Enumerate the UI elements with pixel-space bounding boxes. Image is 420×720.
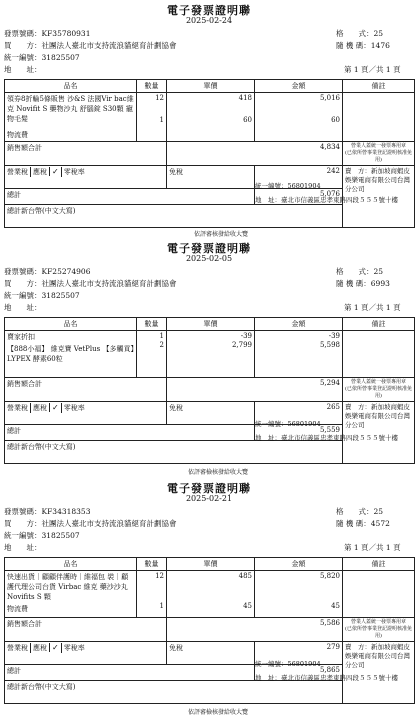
buyer-name: 社團法人臺北市支持流浪貓絕育計劃協會 — [41, 279, 177, 288]
invoice-title: 電子發票證明聯 — [167, 482, 251, 495]
buyer-name: 社團法人臺北市支持流浪貓絕育計劃協會 — [41, 519, 177, 528]
invoice-date: 2025-02-21 — [185, 494, 233, 503]
address-row: 地 址： — [4, 65, 42, 74]
seller-address-row: 地 址：臺北市信義區忠孝東路四段５５５號十樓 — [255, 674, 398, 682]
items-table — [4, 79, 415, 228]
format-row: 格 式：25 — [336, 29, 384, 38]
invoice-date: 2025-02-05 — [185, 254, 233, 263]
total-words-row: 總計新台幣(中文大寫) — [5, 205, 415, 228]
total-row: 總計 5,559 — [5, 425, 415, 441]
tax-row: 營業稅 應稅 ✓ 零稅率 免稅 279 賣 方：新加坡商蝦皮娛樂電商有限公司台灣分公司 — [5, 642, 415, 665]
buyer-row: 買 方：社團法人臺北市支持流浪貓絕育計劃協會 — [4, 519, 177, 528]
buyer-name: 社團法人臺北市支持流浪貓絕育計劃協會 — [41, 41, 177, 50]
signature-note: 依評審檢核發給收大覽 — [187, 709, 248, 716]
taxable-check-icon: ✓ — [49, 403, 59, 412]
table-row: 快速出貨｜顧顧伴護時｜維福包 裝｜顧護代理公司台貨 Virbac 維克 藥沙沙丸 Novifits S 顆 物流費 12 1 485 45 5,820 45 — [5, 571, 415, 618]
invoice-title: 電子發票證明聯 — [167, 4, 251, 17]
total-words-row: 總計新台幣(中文大寫) — [5, 441, 415, 464]
random-row: 隨 機 碼：4572 — [336, 519, 390, 528]
seller-id-row: 統一編號：56801904 — [255, 660, 321, 668]
invoice-2 — [2, 238, 416, 474]
buyer-id-row: 統一編號：31825507 — [4, 291, 80, 300]
page-count: 第 1 頁／共 1 頁 — [344, 65, 401, 74]
invoice-title: 電子發票證明聯 — [167, 242, 251, 255]
table-header: 品名 數量 單價 金額 備註 — [5, 80, 415, 93]
invoice-number-row: 發票號碼：KF25274906 — [4, 267, 91, 276]
table-header: 品名 數量 單價 金額 備註 — [5, 318, 415, 331]
taxable-check-icon: ✓ — [49, 643, 59, 652]
buyer-row: 買 方：社團法人臺北市支持流浪貓絕育計劃協會 — [4, 279, 177, 288]
sales-total-row: 銷售額合計 4,834 營業人蓋統一發票專用章 (已依所營事業登記證明核准免用) — [5, 142, 415, 166]
buyer-row: 買 方：社團法人臺北市支持流浪貓絕育計劃協會 — [4, 41, 177, 50]
invoice-1 — [2, 0, 416, 236]
table-row: 賣家折扣 【888小福】 維克寶 VetPlus 【多觸貢】LYPEX 酵素60粒 1 2 -39 2,799 -39 5,598 — [5, 331, 415, 378]
random-row: 隨 機 碼：1476 — [336, 41, 390, 50]
table-row: 領券8折輪5條販售 沙&S 法國Vir bac維克 Novifit S 藥物沙丸 舒腦錠 S30顆 寵物毛髮 物流費 12 1 418 60 5,016 60 — [5, 93, 415, 142]
buyer-id: 31825507 — [41, 291, 80, 300]
sales-total-row: 銷售額合計 5,586 營業人蓋統一發票專用章 (已依所營事業登記證明核准免用) — [5, 618, 415, 642]
seller-address-row: 地 址：臺北市信義區忠孝東路四段５５５號十樓 — [255, 196, 398, 204]
taxable-check-icon: ✓ — [49, 167, 59, 176]
seller-id-row: 統一編號：56801904 — [255, 182, 321, 190]
invoice-date: 2025-02-24 — [185, 16, 233, 25]
invoice-number-row: 發票號碼：KF35780931 — [4, 29, 91, 38]
address-row: 地 址： — [4, 303, 42, 312]
invoice-number: KF34318353 — [41, 507, 91, 516]
signature-note: 依評審檢核發給收大覽 — [187, 469, 248, 476]
signature-note: 依評審核發給收大覽 — [193, 231, 248, 238]
invoice-3 — [2, 478, 416, 714]
sales-total-row: 銷售額合計 5,294 營業人蓋統一發票專用章 (已依所營事業登記證明核准免用) — [5, 378, 415, 402]
format-row: 格 式：25 — [336, 267, 384, 276]
tax-row: 營業稅 應稅 ✓ 零稅率 免稅 242 賣 方：新加坡商蝦皮娛樂電商有限公司台灣分公司 — [5, 166, 415, 189]
seller-id-row: 統一編號：56801904 — [255, 420, 321, 428]
invoice-number: KF25274906 — [41, 267, 91, 276]
random-row: 隨 機 碼：6993 — [336, 279, 390, 288]
tax-row: 營業稅 應稅 ✓ 零稅率 免稅 265 賣 方：新加坡商蝦皮娛樂電商有限公司台灣分公司 — [5, 402, 415, 425]
address-row: 地 址： — [4, 543, 42, 552]
buyer-id-row: 統一編號：31825507 — [4, 531, 80, 540]
buyer-id-row: 統一編號：31825507 — [4, 53, 80, 62]
invoice-number: KF35780931 — [41, 29, 91, 38]
buyer-id: 31825507 — [41, 53, 80, 62]
page-count: 第 1 頁／共 1 頁 — [344, 543, 401, 552]
format-row: 格 式：25 — [336, 507, 384, 516]
total-row: 總計 5,076 — [5, 189, 415, 205]
seller-address-row: 地 址：臺北市信義區忠孝東路四段５５５號十樓 — [255, 434, 398, 442]
invoice-number-row: 發票號碼：KF34318353 — [4, 507, 91, 516]
total-words-row: 總計新台幣(中文大寫) — [5, 681, 415, 704]
total-row: 總計 5,865 — [5, 665, 415, 681]
page-count: 第 1 頁／共 1 頁 — [344, 303, 401, 312]
buyer-id: 31825507 — [41, 531, 80, 540]
table-header: 品名 數量 單價 金額 備註 — [5, 558, 415, 571]
